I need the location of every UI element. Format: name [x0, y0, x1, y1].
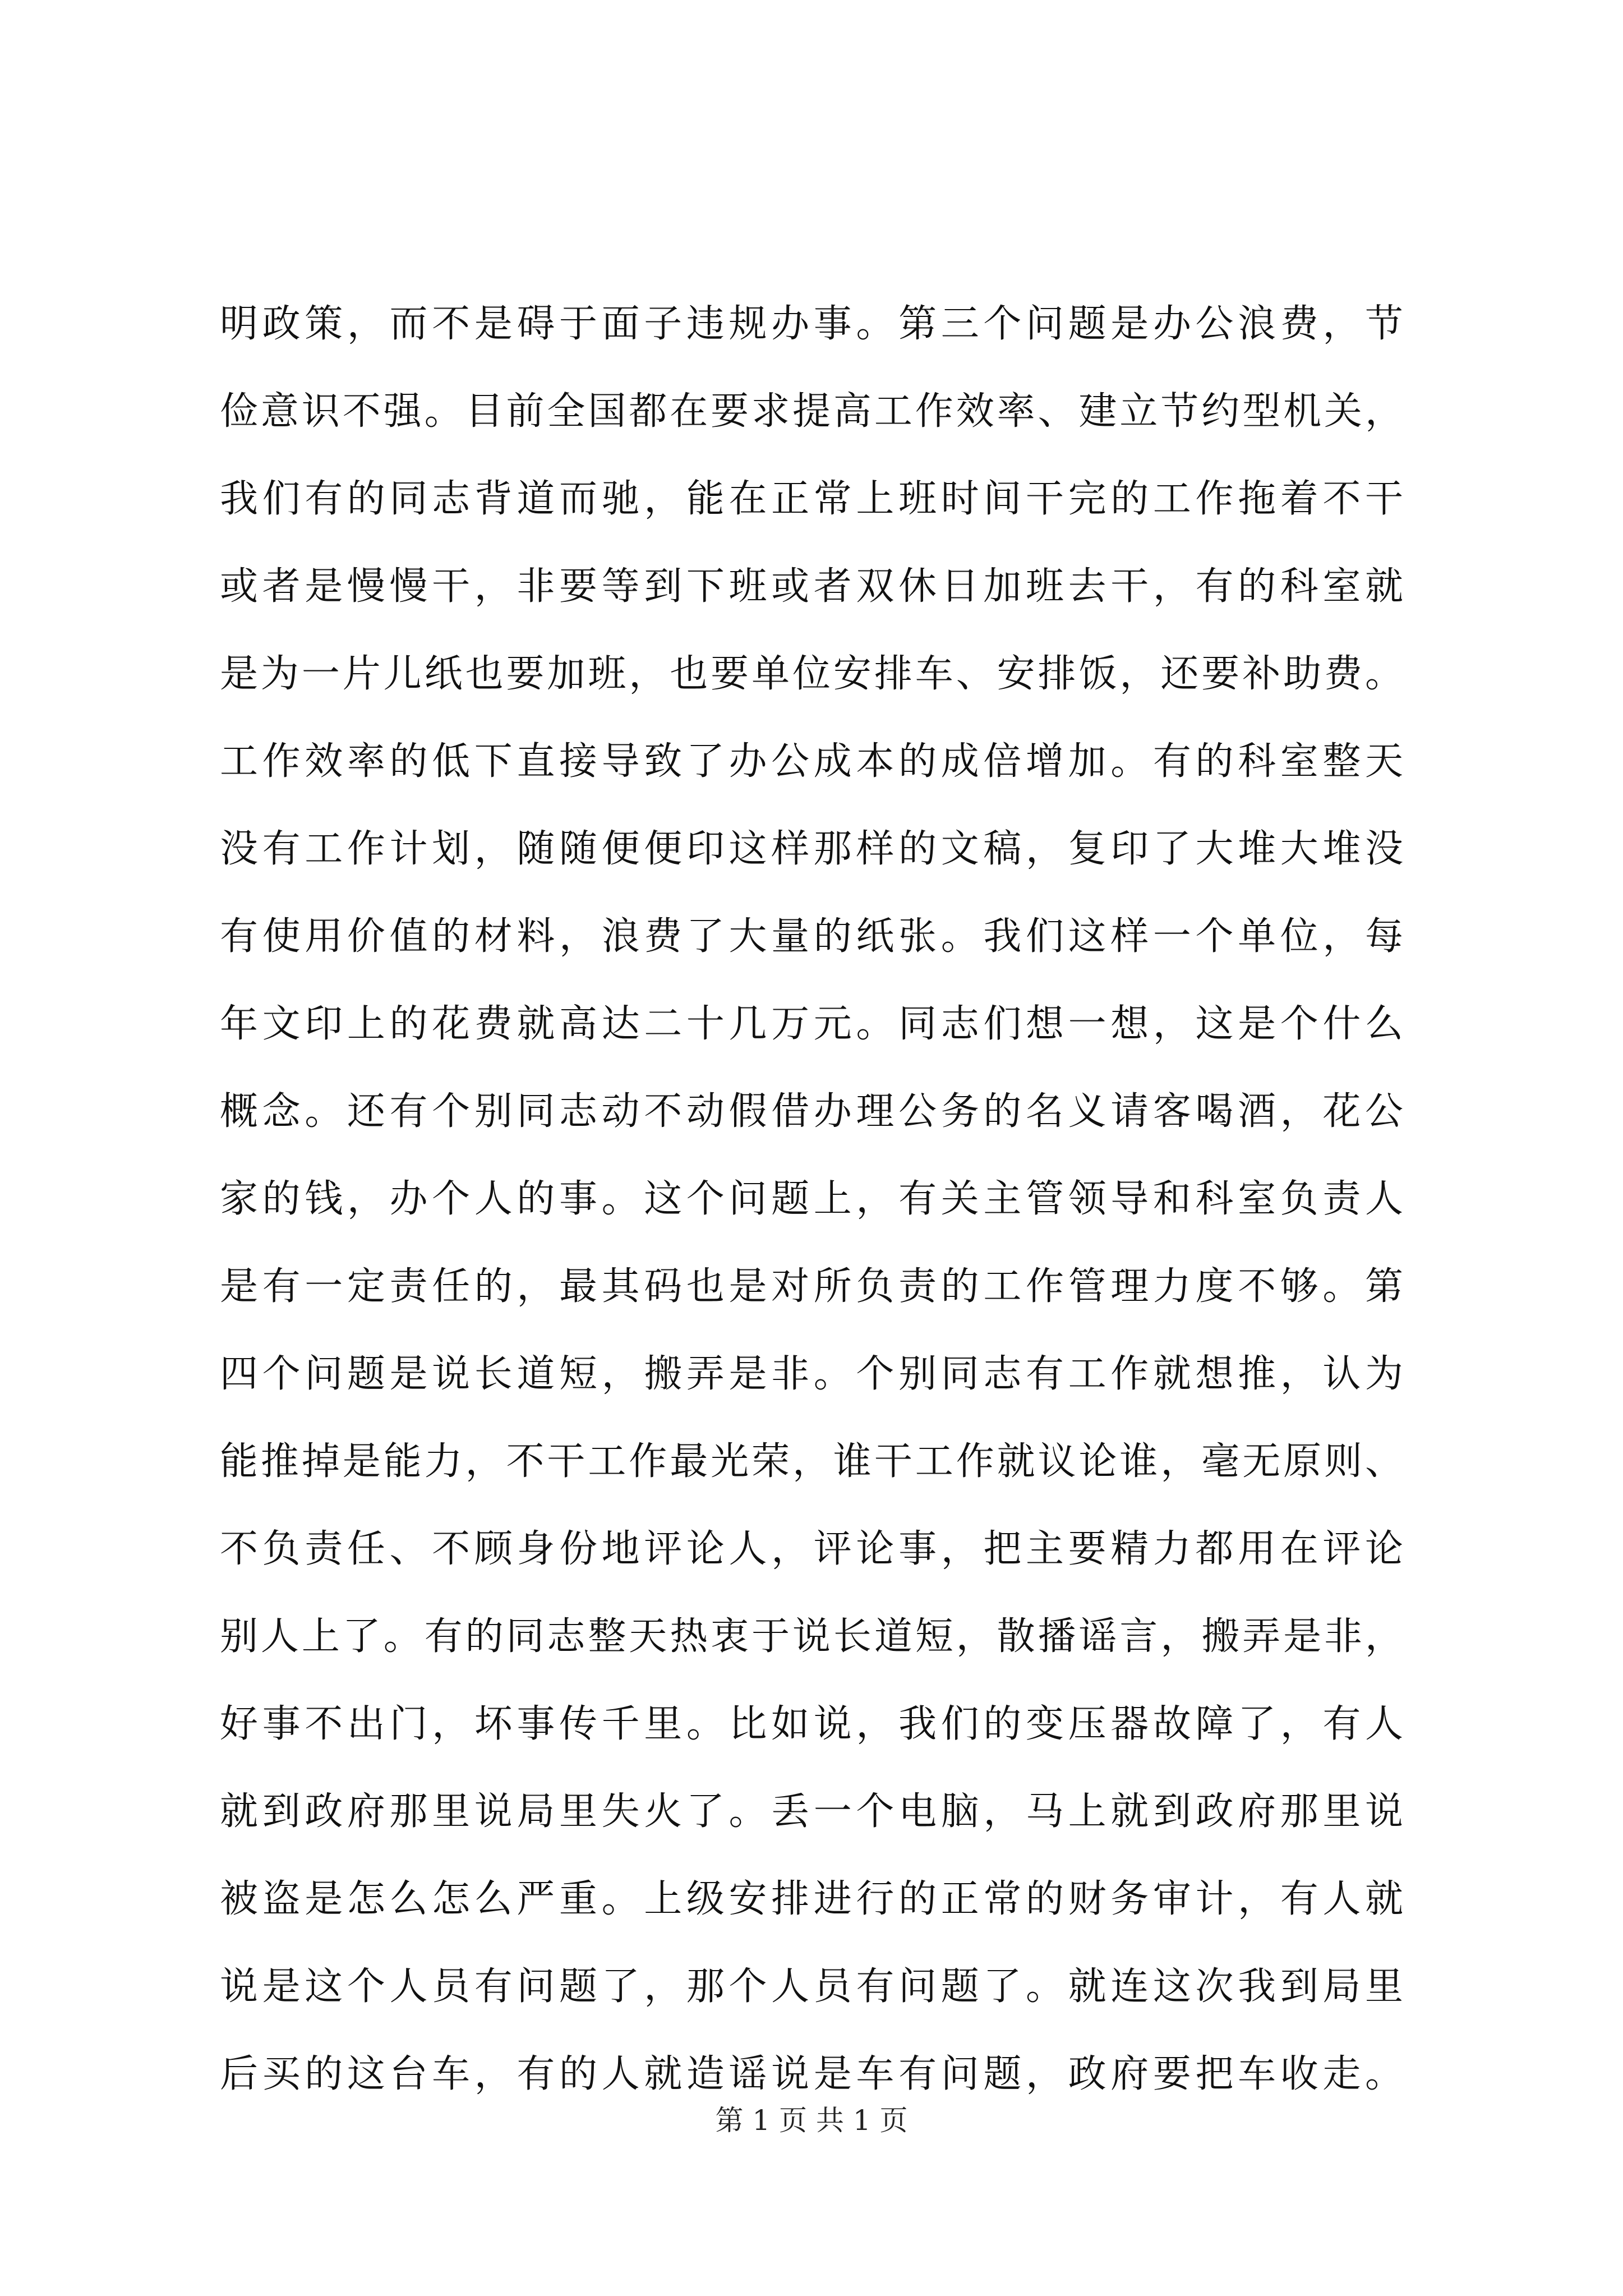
text-line: 工作效率的低下直接导致了办公成本的成倍增加。有的科室整天	[220, 739, 1403, 784]
text-line: 是有一定责任的，最其码也是对所负责的工作管理力度不够。第	[220, 1264, 1403, 1309]
text-line: 概念。还有个别同志动不动假借办理公务的名义请客喝酒，花公	[220, 1089, 1403, 1134]
text-line: 有使用价值的材料，浪费了大量的纸张。我们这样一个单位，每	[220, 914, 1403, 959]
page-number-footer: 第 1 页 共 1 页	[715, 2104, 908, 2137]
body-text	[220, 280, 1403, 2118]
text-line: 是为一片儿纸也要加班，也要单位安排车、安排饭，还要补助费。	[220, 652, 1403, 696]
text-line: 家的钱，办个人的事。这个问题上，有关主管领导和科室负责人	[220, 1177, 1403, 1221]
text-line: 俭意识不强。目前全国都在要求提高工作效率、建立节约型机关，	[220, 389, 1403, 434]
text-line: 明政策，而不是碍于面子违规办事。第三个问题是办公浪费，节	[220, 302, 1403, 346]
text-line: 后买的这台车，有的人就造谣说是车有问题，政府要把车收走。	[220, 2052, 1403, 2096]
text-line: 四个问题是说长道短，搬弄是非。个别同志有工作就想推，认为	[220, 1352, 1403, 1396]
text-line: 好事不出门，坏事传千里。比如说，我们的变压器故障了，有人	[220, 1702, 1403, 1746]
text-line: 或者是慢慢干，非要等到下班或者双休日加班去干，有的科室就	[220, 564, 1403, 609]
text-line: 不负责任、不顾身份地评论人，评论事，把主要精力都用在评论	[220, 1527, 1403, 1571]
text-line: 被盗是怎么怎么严重。上级安排进行的正常的财务审计，有人就	[220, 1877, 1403, 1921]
text-line: 别人上了。有的同志整天热衷于说长道短，散播谣言，搬弄是非，	[220, 1614, 1403, 1659]
text-line: 我们有的同志背道而驰，能在正常上班时间干完的工作拖着不干	[220, 477, 1403, 521]
text-line: 年文印上的花费就高达二十几万元。同志们想一想，这是个什么	[220, 1002, 1403, 1046]
text-line: 能推掉是能力，不干工作最光荣，谁干工作就议论谁，毫无原则、	[220, 1439, 1403, 1484]
text-line: 就到政府那里说局里失火了。丢一个电脑，马上就到政府那里说	[220, 1789, 1403, 1834]
text-line: 没有工作计划，随随便便印这样那样的文稿，复印了大堆大堆没	[220, 827, 1403, 871]
text-line: 说是这个人员有问题了，那个人员有问题了。就连这次我到局里	[220, 1964, 1403, 2009]
